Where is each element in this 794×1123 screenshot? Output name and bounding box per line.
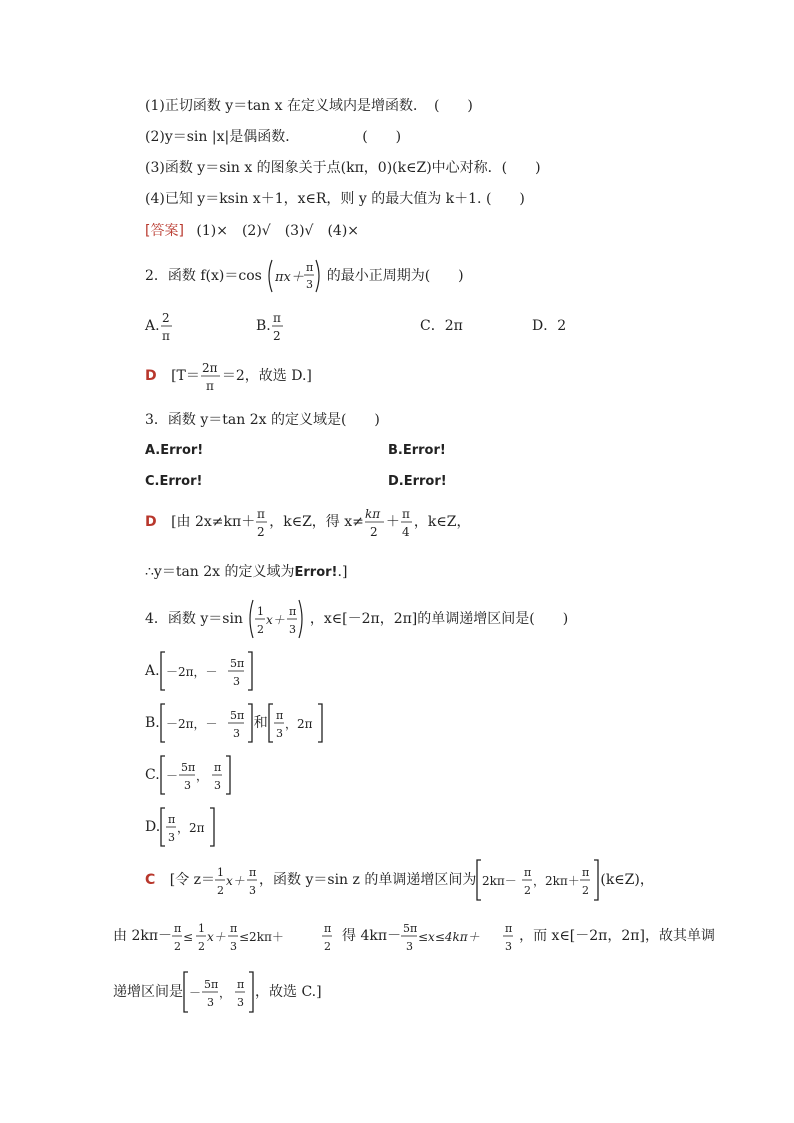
svg-text:－2π，－: －2π，－ (165, 717, 218, 731)
q4-sol2-a: 由 2kπ－ (113, 928, 173, 944)
q4-solution-line3 (113, 970, 322, 1014)
svg-text:π: π (249, 866, 257, 879)
q4-option-b-and: 和 (253, 715, 268, 731)
q2-answer-letter: D (145, 368, 157, 384)
q2-frac-b (271, 306, 285, 346)
svg-text:2: 2 (257, 525, 265, 539)
svg-text:π: π (324, 922, 332, 935)
svg-text:3: 3 (168, 831, 176, 844)
q3-sol-a: [由 2x≠kπ＋ (171, 514, 256, 530)
svg-text:，2kπ＋: ，2kπ＋ (533, 874, 581, 888)
q4-interval-b2 (268, 702, 324, 744)
svg-text:π: π (289, 605, 297, 618)
q2-option-b: B. (256, 318, 271, 334)
svg-text:≤: ≤ (183, 930, 194, 944)
q4-option-b-wrap (145, 702, 324, 744)
q3-sol-c: ＋ (385, 514, 400, 530)
svg-text:，: ， (219, 986, 232, 1000)
judge-answer (145, 221, 359, 241)
q3-sol-d: ，k∈Z， (413, 514, 471, 530)
q2-solution (145, 356, 312, 396)
q4-stem-post: ，x∈[－2π，2π]的单调递增区间是( ) (309, 611, 569, 627)
judge-answer-text: (1)× (2)√ (3)√ (4)× (196, 223, 360, 239)
q4-option-d: D. (145, 819, 161, 835)
q4-sol1-interval (476, 858, 600, 902)
svg-text:1: 1 (198, 922, 206, 935)
q4-option-a: A. (145, 663, 160, 679)
judge-item-3: (3)函数 y＝sin x 的图象关于点(kπ，0)(k∈Z)中心对称．( ) (145, 160, 541, 176)
q3-sol2-error: Error! (294, 565, 338, 580)
q3-solution-line2 (145, 562, 347, 583)
svg-text:2: 2 (217, 884, 225, 897)
q3-solution (145, 502, 470, 542)
svg-text:3: 3 (237, 996, 244, 1009)
svg-text:≤2kπ＋: ≤2kπ＋ (239, 930, 284, 944)
svg-text:3: 3 (183, 779, 191, 792)
q3-answer-letter: D (145, 514, 157, 530)
svg-text:3: 3 (232, 727, 240, 740)
svg-text:x＋: x＋ (207, 930, 226, 944)
svg-text:π: π (306, 261, 314, 274)
svg-text:π: π (205, 379, 214, 393)
q4-sol1-b: ，函数 y＝sin z 的单调递增区间为 (259, 872, 477, 888)
q2-paren-expr (266, 258, 322, 294)
q4-option-b: B. (145, 715, 160, 731)
svg-text:1: 1 (217, 866, 225, 879)
q2-option-b-wrap (256, 306, 285, 346)
q4-interval-b1 (160, 702, 254, 744)
svg-text:3: 3 (505, 940, 513, 953)
judge-item-1: (1)正切函数 y＝tan x 在定义域内是增函数． ( ) (145, 98, 473, 114)
svg-text:，: ， (195, 769, 208, 783)
svg-text:π: π (505, 922, 513, 935)
q3-frac-kpi2 (364, 502, 386, 542)
q4-option-a-wrap (145, 650, 254, 692)
q4-sol1-c: (k∈Z)， (600, 872, 654, 888)
q4-solution-line1 (145, 858, 654, 902)
svg-text:πx＋: πx＋ (275, 270, 305, 285)
svg-text:π: π (213, 761, 221, 774)
svg-text:2: 2 (174, 940, 182, 953)
svg-text:5π: 5π (229, 657, 244, 670)
svg-text:2: 2 (369, 525, 378, 539)
q3-sol2-pre: ∴y＝tan 2x 的定义域为 (145, 564, 295, 580)
svg-text:π: π (275, 709, 283, 722)
q3-stem: 3．函数 y＝tan 2x 的定义域是( ) (145, 412, 380, 428)
svg-text:3: 3 (406, 940, 414, 953)
svg-text:2: 2 (161, 311, 170, 325)
q3-option-a: A.Error! (145, 443, 204, 458)
q4-sol3-interval (183, 970, 255, 1014)
q2-stem-pre: 2．函数 f(x)＝cos (145, 268, 262, 284)
svg-text:π: π (230, 922, 238, 935)
svg-text:5π: 5π (204, 978, 219, 991)
q4-interval-a (160, 650, 254, 692)
svg-text:2π: 2π (201, 361, 218, 375)
q2-sol-frac (200, 356, 222, 396)
svg-text:3: 3 (230, 940, 238, 953)
svg-text:π: π (524, 866, 532, 879)
svg-text:π: π (174, 922, 182, 935)
q2-option-d: D．2 (532, 318, 567, 334)
q3-option-c: C.Error! (145, 474, 203, 489)
svg-text:≤x≤4kπ＋: ≤x≤4kπ＋ (418, 930, 480, 944)
q4-sol2-ineq (172, 914, 342, 958)
q2-stem (145, 258, 464, 294)
svg-text:π: π (582, 866, 590, 879)
q4-sol1-a: [令 z＝ (169, 872, 216, 888)
svg-text:2: 2 (582, 884, 590, 897)
svg-text:－: － (189, 986, 202, 1000)
svg-text:x＋: x＋ (266, 613, 286, 627)
svg-text:3: 3 (275, 727, 283, 740)
svg-text:π: π (161, 329, 170, 343)
svg-text:3: 3 (207, 996, 214, 1009)
q3-frac-pi2 (255, 502, 269, 542)
svg-text:3: 3 (213, 779, 221, 792)
q2-stem-post: 的最小正周期为( ) (326, 268, 464, 284)
q3-sol-b: ，k∈Z，得 x≠ (269, 514, 364, 530)
q4-option-d-wrap (145, 806, 216, 848)
q4-sol3-b: ，故选 C.] (255, 984, 322, 1000)
svg-text:π: π (237, 978, 245, 991)
q4-sol3-a: 递增区间是 (113, 984, 183, 1000)
q4-stem (145, 598, 568, 640)
svg-text:3: 3 (232, 675, 240, 688)
answer-tag: [答案] (145, 223, 184, 239)
q2-option-a: A. (145, 318, 160, 334)
svg-text:－2π，－: －2π，－ (165, 665, 218, 679)
judge-item-4: (4)已知 y＝ksin x＋1，x∈R，则 y 的最大值为 k＋1. ( ) (145, 191, 525, 207)
svg-text:，2π: ，2π (284, 717, 313, 731)
q2-sol-pre: [T＝ (171, 368, 200, 384)
svg-text:1: 1 (257, 605, 265, 618)
judge-item-2: (2)y＝sin |x|是偶函数． ( ) (145, 129, 402, 145)
svg-text:2: 2 (198, 940, 206, 953)
svg-text:π: π (257, 507, 266, 521)
q4-interval-d (160, 806, 216, 848)
q4-sol1-expr (215, 858, 259, 902)
svg-text:3: 3 (306, 278, 314, 291)
q4-sol2-ineq2 (401, 914, 519, 958)
q2-options (145, 306, 174, 346)
q3-frac-pi4 (400, 502, 414, 542)
q3-option-b: B.Error! (388, 443, 446, 458)
svg-text:2: 2 (272, 329, 281, 343)
svg-text:2: 2 (324, 940, 332, 953)
svg-text:3: 3 (289, 623, 297, 636)
svg-text:2kπ－: 2kπ－ (482, 874, 518, 888)
q2-frac-a (160, 306, 174, 346)
svg-text:3: 3 (249, 884, 257, 897)
q3-option-d: D.Error! (388, 474, 447, 489)
svg-text:5π: 5π (180, 761, 195, 774)
svg-text:kπ: kπ (364, 507, 381, 521)
q4-option-c-wrap (145, 754, 232, 796)
svg-text:π: π (168, 813, 176, 826)
q4-sol2-c: ，而 x∈[－2π，2π]，故其单调 (519, 928, 715, 944)
q4-interval-c (160, 754, 232, 796)
q2-sol-post: ＝2，故选 D.] (221, 368, 312, 384)
svg-text:5π: 5π (229, 709, 244, 722)
q4-stem-pre: 4．函数 y＝sin (145, 611, 243, 627)
svg-text:2: 2 (257, 623, 265, 636)
q4-paren-expr (247, 598, 305, 640)
svg-text:π: π (272, 311, 281, 325)
svg-text:，2π: ，2π (177, 821, 205, 835)
q4-sol2-b: 得 4kπ－ (342, 928, 402, 944)
svg-text:x＋: x＋ (226, 874, 245, 888)
svg-text:2: 2 (524, 884, 532, 897)
svg-text:5π: 5π (403, 922, 418, 935)
svg-text:4: 4 (401, 525, 410, 539)
svg-text:π: π (401, 507, 410, 521)
q4-solution-line2 (113, 914, 715, 958)
q4-option-c: C. (145, 767, 160, 783)
svg-text:－: － (165, 769, 178, 783)
q2-option-c: C．2π (420, 318, 463, 334)
q3-sol2-post: .] (337, 564, 348, 580)
q4-answer-letter: C (145, 872, 156, 888)
